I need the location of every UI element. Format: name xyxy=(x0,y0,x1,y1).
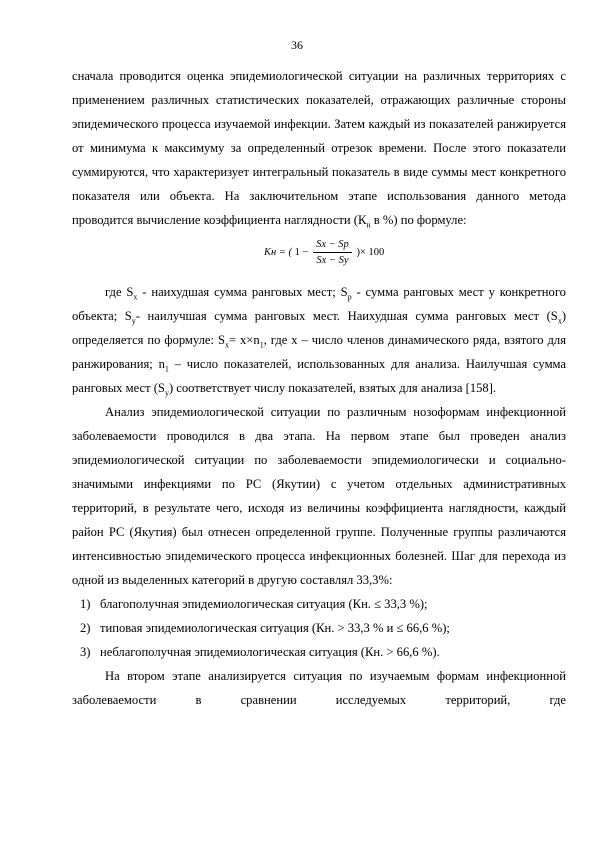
formula-numerator: Sx − Sp xyxy=(313,237,352,253)
list-item: 1) благополучная эпидемиологическая ситуация (Кн. ≤ 33,3 %); xyxy=(80,597,428,611)
page-body xyxy=(72,64,566,736)
paragraph-second-stage: На втором этапе анализируется ситуация по изучаемым формам инфекционной заболеваемости в сравнении исследуемых территорий, где xyxy=(72,669,566,707)
formula-denominator: Sx − Sy xyxy=(316,255,349,266)
page-number: 36 xyxy=(291,38,303,52)
formula-rhs: )× 100 xyxy=(356,246,385,258)
list-item: 3) неблагополучная эпидемиологическая ситуация (Кн. > 66,6 %). xyxy=(80,645,440,659)
formula-one-minus: 1 − xyxy=(294,246,309,258)
paragraph-intro: сначала проводится оценка эпидемиологической ситуации на различных территориях с применением различных статистических показателей, отражающих различные стороны эпидемического процесса изучаемой инфекции. Затем каждый из показателей ранжируется от минимума к максимуму за определенный отрезок времени. После этого показатели суммируются, что характеризует интегральный показатель в виде суммы мест конкретного показателя или объекта. На заключительном этапе использования данного метода проводится вычисление коэффициента наглядности ($К_н$ в %) по формуле: xyxy=(72,69,566,230)
list-item: 2) типовая эпидемиологическая ситуация (Кн. > 33,3 % и ≤ 66,6 %); xyxy=(80,621,450,635)
formula-lhs: Кн = ( xyxy=(264,246,293,258)
paragraph-definitions: где $S_x$ - наихудшая сумма ранговых мест; $S_p$ - сумма ранговых мест у конкретного объекта; $S_y-$ наилучшая сумма ранговых мест. Наихудшая сумма ранговых мест $(S_x)$ определяется по формуле: $S_x= x\times n_1$, где x – число членов динамического ряда, взятого для ранжирования; $n_1$ – число показателей, использованных для анализа. Наилучшая сумма ранговых мест $(S_y)$ соответствует числу показателей, взятых для анализа [158]. xyxy=(72,285,567,398)
formula-visibility-coefficient xyxy=(72,233,566,277)
paragraph-analysis: Анализ эпидемиологической ситуации по различным нозоформам инфекционной заболеваемости проводился в два этапа. На первом этапе был проведен анализ эпидемиологической ситуации по заболеваемости эпидемиологически и социально-значимыми инфекциями по РС (Якутии) с учетом отдельных административных территорий, в результате чего, исходя из величины коэффициента наглядности, каждый район РС (Якутия) был отнесен определенной группе. Полученные группы различаются интенсивностью эпидемического процесса инфекционных болезней. Шаг для перехода из одной из выделенных категорий в другую составлял 33,3%: xyxy=(72,405,566,587)
formula-fraction xyxy=(313,237,352,268)
